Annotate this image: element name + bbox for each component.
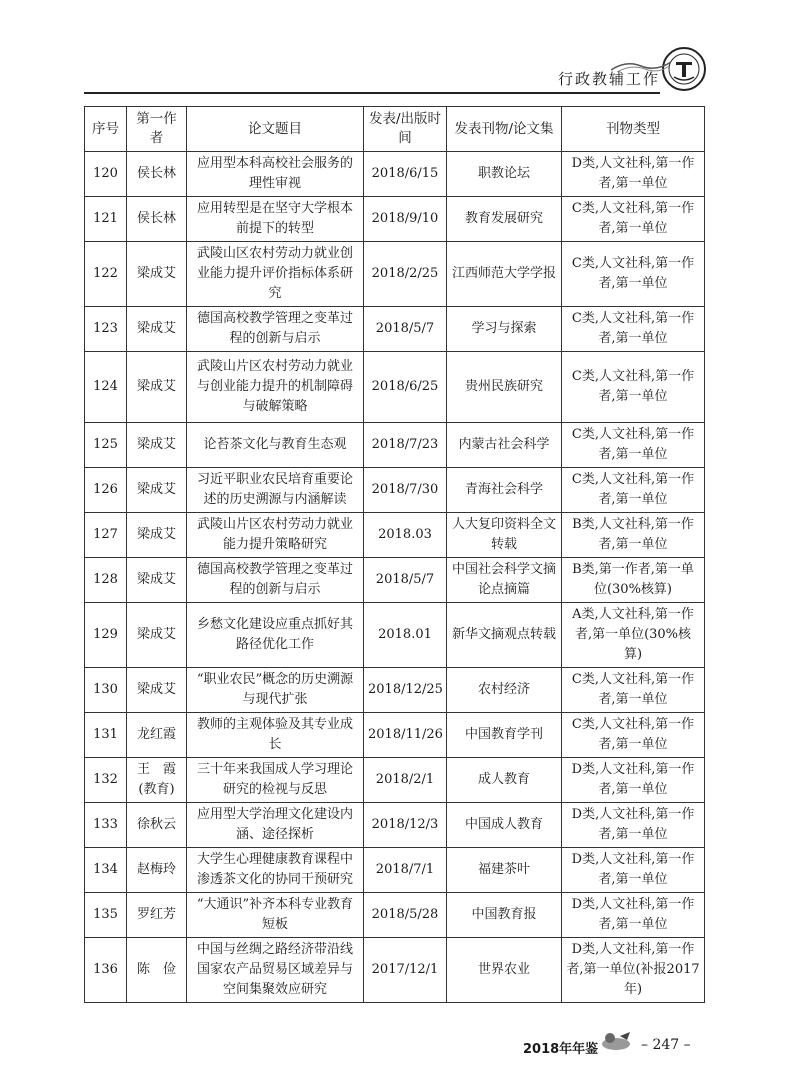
table-row xyxy=(85,848,705,893)
cell-no: 124 xyxy=(85,352,127,423)
cell-author: 陈 俭 xyxy=(127,938,187,1003)
cell-category: C类,人文社科,第一作者,第一单位 xyxy=(562,352,705,423)
cell-title: 武陵山片区农村劳动力就业能力提升策略研究 xyxy=(187,513,364,558)
cell-journal: 学习与探索 xyxy=(447,307,562,352)
cell-title: “大通识”补齐本科专业教育短板 xyxy=(187,893,364,938)
cell-author: 梁成艾 xyxy=(127,558,187,603)
cell-title: 武陵山片区农村劳动力就业与创业能力提升的机制障碍与破解策略 xyxy=(187,352,364,423)
table-row xyxy=(85,242,705,307)
cell-category: D类,人文社科,第一作者,第一单位 xyxy=(562,758,705,803)
column-header-category: 刊物类型 xyxy=(562,107,705,152)
cell-no: 134 xyxy=(85,848,127,893)
header-rule xyxy=(84,92,660,94)
cell-author: 赵梅玲 xyxy=(127,848,187,893)
cell-no: 128 xyxy=(85,558,127,603)
cell-category: D类,人文社科,第一作者,第一单位(补报2017年) xyxy=(562,938,705,1003)
cell-category: B类,第一作者,第一单位(30%核算) xyxy=(562,558,705,603)
cell-date: 2018/5/28 xyxy=(364,893,447,938)
cell-author: 徐秋云 xyxy=(127,803,187,848)
cell-author: 梁成艾 xyxy=(127,307,187,352)
table-row xyxy=(85,468,705,513)
cell-author: 梁成艾 xyxy=(127,468,187,513)
column-header-no: 序号 xyxy=(85,107,127,152)
cell-date: 2018/9/10 xyxy=(364,197,447,242)
cell-date: 2018/5/7 xyxy=(364,307,447,352)
cell-category: A类,人文社科,第一作者,第一单位(30%核算) xyxy=(562,603,705,668)
cell-no: 125 xyxy=(85,423,127,468)
cell-category: C类,人文社科,第一作者,第一单位 xyxy=(562,668,705,713)
table-row xyxy=(85,152,705,197)
cell-category: D类,人文社科,第一作者,第一单位 xyxy=(562,848,705,893)
cell-journal: 教育发展研究 xyxy=(447,197,562,242)
cell-no: 122 xyxy=(85,242,127,307)
cell-title: “职业农民”概念的历史溯源与现代扩张 xyxy=(187,668,364,713)
column-header-date: 发表/出版时间 xyxy=(364,107,447,152)
cell-category: C类,人文社科,第一作者,第一单位 xyxy=(562,242,705,307)
cell-title: 大学生心理健康教育课程中渗透茶文化的协同干预研究 xyxy=(187,848,364,893)
cell-author: 梁成艾 xyxy=(127,242,187,307)
cell-author: 侯长林 xyxy=(127,152,187,197)
papers-table xyxy=(84,106,705,1003)
cell-author: 梁成艾 xyxy=(127,513,187,558)
cell-date: 2018/7/1 xyxy=(364,848,447,893)
table-row xyxy=(85,893,705,938)
cell-journal: 贵州民族研究 xyxy=(447,352,562,423)
cell-no: 132 xyxy=(85,758,127,803)
cell-author: 王 霞(教育) xyxy=(127,758,187,803)
table-row xyxy=(85,938,705,1003)
cell-no: 130 xyxy=(85,668,127,713)
table-row xyxy=(85,758,705,803)
column-header-journal: 发表刊物/论文集 xyxy=(447,107,562,152)
cell-date: 2018/2/1 xyxy=(364,758,447,803)
cell-no: 133 xyxy=(85,803,127,848)
cell-title: 论苔茶文化与教育生态观 xyxy=(187,423,364,468)
cell-category: D类,人文社科,第一作者,第一单位 xyxy=(562,893,705,938)
cell-journal: 中国成人教育 xyxy=(447,803,562,848)
cell-title: 德国高校教学管理之变革过程的创新与启示 xyxy=(187,558,364,603)
cell-date: 2018/5/7 xyxy=(364,558,447,603)
cell-date: 2018/11/26 xyxy=(364,713,447,758)
cell-journal: 世界农业 xyxy=(447,938,562,1003)
cell-title: 应用型本科高校社会服务的理性审视 xyxy=(187,152,364,197)
cell-no: 121 xyxy=(85,197,127,242)
cell-journal: 中国教育学刊 xyxy=(447,713,562,758)
table-row xyxy=(85,558,705,603)
table-row xyxy=(85,423,705,468)
cell-journal: 职教论坛 xyxy=(447,152,562,197)
cell-journal: 中国社会科学文摘论点摘篇 xyxy=(447,558,562,603)
table-row xyxy=(85,307,705,352)
table-row xyxy=(85,668,705,713)
cell-author: 侯长林 xyxy=(127,197,187,242)
cell-journal: 青海社会科学 xyxy=(447,468,562,513)
column-header-author: 第一作者 xyxy=(127,107,187,152)
cell-no: 127 xyxy=(85,513,127,558)
cell-journal: 农村经济 xyxy=(447,668,562,713)
table-row xyxy=(85,352,705,423)
cell-author: 梁成艾 xyxy=(127,603,187,668)
cell-journal: 福建茶叶 xyxy=(447,848,562,893)
cell-author: 梁成艾 xyxy=(127,352,187,423)
cell-date: 2018/7/23 xyxy=(364,423,447,468)
mascot-icon xyxy=(596,1030,636,1052)
cell-no: 120 xyxy=(85,152,127,197)
cell-date: 2018.03 xyxy=(364,513,447,558)
cell-author: 梁成艾 xyxy=(127,668,187,713)
cell-journal: 成人教育 xyxy=(447,758,562,803)
table-row xyxy=(85,713,705,758)
page-number: – 247 – xyxy=(641,1037,691,1053)
cell-category: B类,人文社科,第一作者,第一单位 xyxy=(562,513,705,558)
cell-no: 135 xyxy=(85,893,127,938)
cell-title: 教师的主观体验及其专业成长 xyxy=(187,713,364,758)
cell-no: 129 xyxy=(85,603,127,668)
cell-category: C类,人文社科,第一作者,第一单位 xyxy=(562,713,705,758)
table-row xyxy=(85,603,705,668)
cell-title: 乡愁文化建设应重点抓好其路径优化工作 xyxy=(187,603,364,668)
cell-journal: 新华文摘观点转载 xyxy=(447,603,562,668)
cell-date: 2018/2/25 xyxy=(364,242,447,307)
cell-title: 中国与丝绸之路经济带沿线国家农产品贸易区域差异与空间集聚效应研究 xyxy=(187,938,364,1003)
cell-journal: 江西师范大学学报 xyxy=(447,242,562,307)
cell-date: 2018.01 xyxy=(364,603,447,668)
cell-journal: 内蒙古社会科学 xyxy=(447,423,562,468)
cell-title: 应用型大学治理文化建设内涵、途径探析 xyxy=(187,803,364,848)
cell-title: 应用转型是在坚守大学根本前提下的转型 xyxy=(187,197,364,242)
cell-author: 罗红芳 xyxy=(127,893,187,938)
cell-title: 习近平职业农民培育重要论述的历史溯源与内涵解读 xyxy=(187,468,364,513)
cell-author: 梁成艾 xyxy=(127,423,187,468)
cell-no: 131 xyxy=(85,713,127,758)
cell-date: 2018/6/25 xyxy=(364,352,447,423)
cell-date: 2018/6/15 xyxy=(364,152,447,197)
cell-no: 136 xyxy=(85,938,127,1003)
cell-journal: 人大复印资料全文转载 xyxy=(447,513,562,558)
cell-journal: 中国教育报 xyxy=(447,893,562,938)
cell-category: C类,人文社科,第一作者,第一单位 xyxy=(562,468,705,513)
cell-date: 2017/12/1 xyxy=(364,938,447,1003)
cell-title: 德国高校教学管理之变革过程的创新与启示 xyxy=(187,307,364,352)
cell-no: 126 xyxy=(85,468,127,513)
cell-category: C类,人文社科,第一作者,第一单位 xyxy=(562,197,705,242)
table-row xyxy=(85,513,705,558)
yearbook-label: 2018年年鉴 xyxy=(523,1042,599,1057)
cell-title: 武陵山区农村劳动力就业创业能力提升评价指标体系研究 xyxy=(187,242,364,307)
cell-category: D类,人文社科,第一作者,第一单位 xyxy=(562,152,705,197)
table-row xyxy=(85,197,705,242)
cell-no: 123 xyxy=(85,307,127,352)
table-row xyxy=(85,803,705,848)
cell-date: 2018/7/30 xyxy=(364,468,447,513)
cell-category: D类,人文社科,第一作者,第一单位 xyxy=(562,803,705,848)
section-title: 行政教辅工作 xyxy=(557,70,660,88)
cell-date: 2018/12/3 xyxy=(364,803,447,848)
cell-date: 2018/12/25 xyxy=(364,668,447,713)
column-header-title: 论文题目 xyxy=(187,107,364,152)
cell-category: C类,人文社科,第一作者,第一单位 xyxy=(562,307,705,352)
cell-author: 龙红霞 xyxy=(127,713,187,758)
cell-title: 三十年来我国成人学习理论研究的检视与反思 xyxy=(187,758,364,803)
cell-category: C类,人文社科,第一作者,第一单位 xyxy=(562,423,705,468)
table-header-row xyxy=(85,107,705,152)
